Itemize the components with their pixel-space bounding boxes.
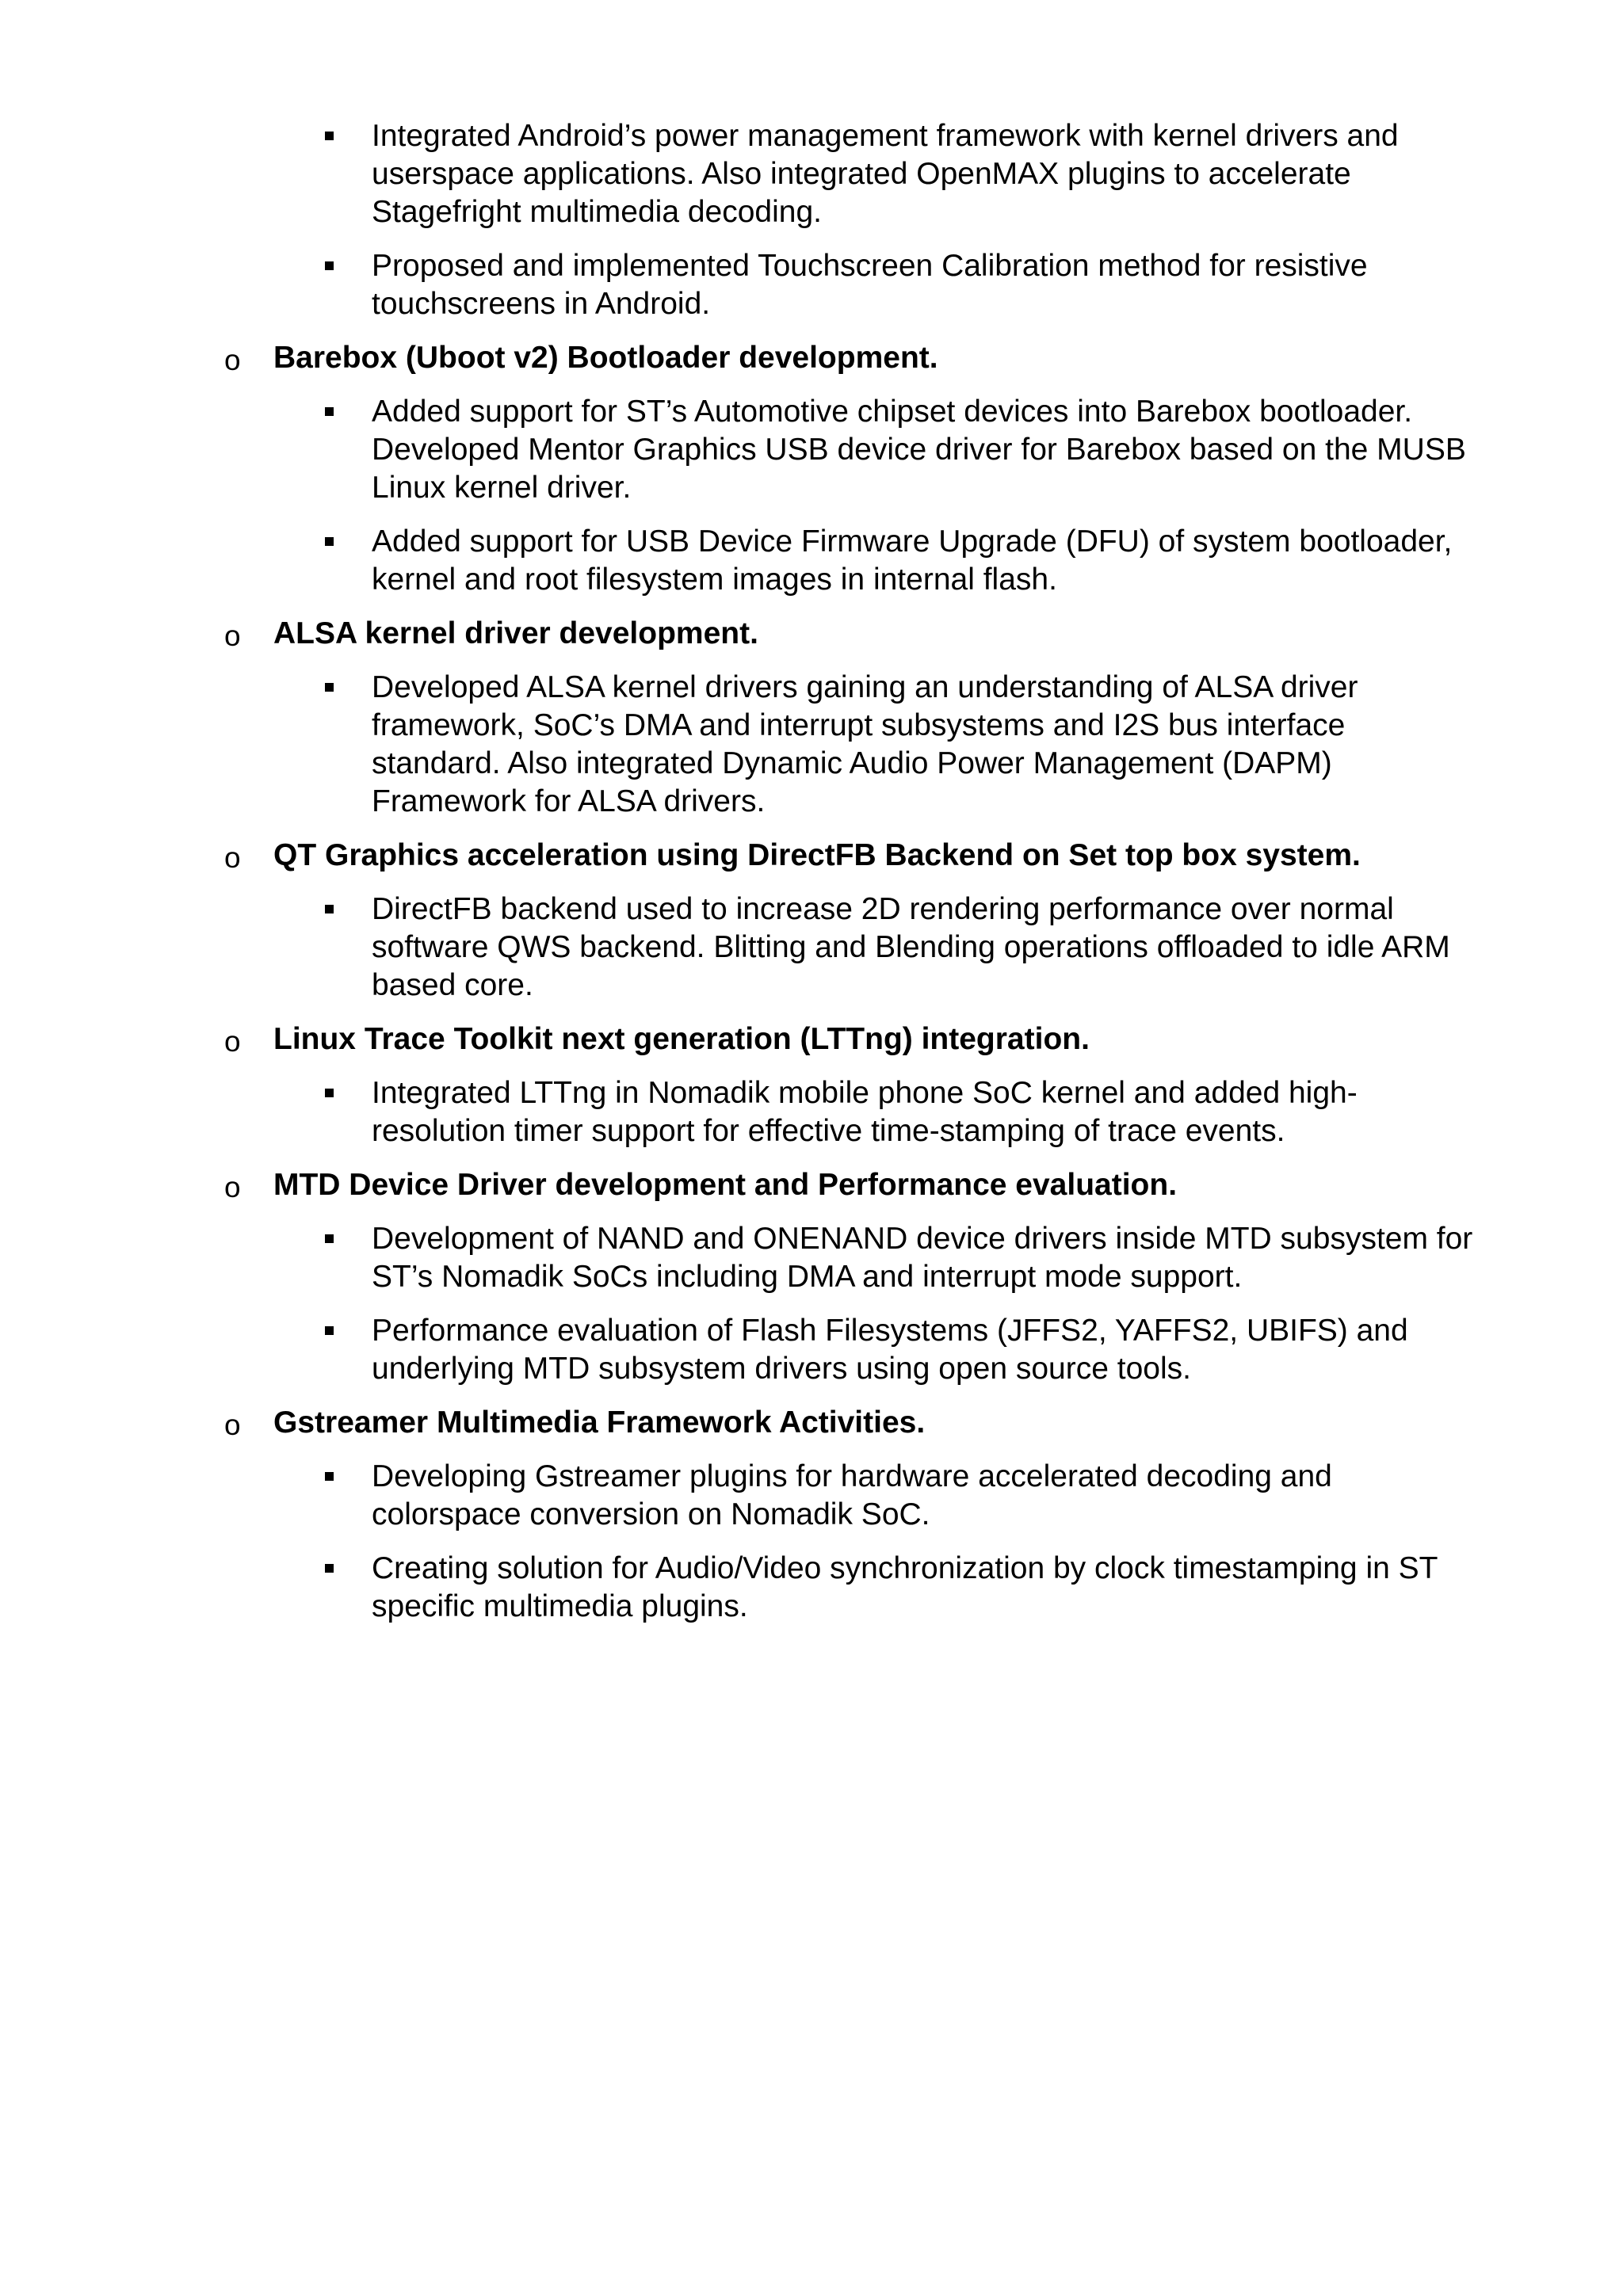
text-line: Developed Mentor Graphics USB device driver for Barebox based on the MUSB bbox=[372, 433, 1466, 467]
section-heading bbox=[0, 1020, 1623, 1058]
square-bullet-icon bbox=[325, 132, 334, 140]
section-title: Barebox (Uboot v2) Bootloader development. bbox=[273, 341, 938, 375]
circle-bullet-icon: o bbox=[224, 1409, 241, 1441]
bullet-item bbox=[0, 1074, 1623, 1150]
section-title: QT Graphics acceleration using DirectFB Backend on Set top box system. bbox=[273, 838, 1361, 872]
square-bullet-icon bbox=[325, 407, 334, 416]
text-line: specific multimedia plugins. bbox=[372, 1589, 748, 1623]
section-group bbox=[0, 1404, 1623, 1626]
section-group bbox=[0, 837, 1623, 1005]
text-line: colorspace conversion on Nomadik SoC. bbox=[372, 1497, 930, 1531]
text-line: DirectFB backend used to increase 2D rendering performance over normal bbox=[372, 892, 1394, 926]
text-line: Added support for USB Device Firmware Upgrade (DFU) of system bootloader, bbox=[372, 524, 1453, 559]
section-heading bbox=[0, 1166, 1623, 1204]
text-line: Stagefright multimedia decoding. bbox=[372, 195, 822, 229]
square-bullet-icon bbox=[325, 537, 334, 546]
text-line: Framework for ALSA drivers. bbox=[372, 784, 766, 818]
circle-bullet-icon: o bbox=[224, 344, 241, 376]
square-bullet-icon bbox=[325, 683, 334, 692]
text-line: Linux kernel driver. bbox=[372, 471, 632, 505]
circle-bullet-icon: o bbox=[224, 1171, 241, 1203]
section-title: Linux Trace Toolkit next generation (LTTng) integration. bbox=[273, 1022, 1090, 1056]
circle-bullet-icon: o bbox=[224, 1025, 241, 1058]
section-group bbox=[0, 339, 1623, 599]
bullet-item bbox=[0, 117, 1623, 231]
text-line: Creating solution for Audio/Video synchronization by clock timestamping in ST bbox=[372, 1551, 1438, 1585]
text-line: based core. bbox=[372, 968, 533, 1002]
text-line: standard. Also integrated Dynamic Audio Power Management (DAPM) bbox=[372, 746, 1332, 780]
bullet-item bbox=[0, 393, 1623, 507]
text-line: Integrated Android’s power management framework with kernel drivers and bbox=[372, 119, 1399, 153]
text-line: Development of NAND and ONENAND device drivers inside MTD subsystem for bbox=[372, 1222, 1473, 1256]
square-bullet-icon bbox=[325, 1472, 334, 1481]
bullet-item bbox=[0, 669, 1623, 821]
bullet-item bbox=[0, 1458, 1623, 1534]
square-bullet-icon bbox=[325, 1234, 334, 1243]
text-line: ST’s Nomadik SoCs including DMA and interrupt mode support. bbox=[372, 1260, 1243, 1294]
circle-bullet-icon: o bbox=[224, 620, 241, 652]
text-line: software QWS backend. Blitting and Blending operations offloaded to idle ARM bbox=[372, 930, 1450, 964]
section-heading bbox=[0, 1404, 1623, 1442]
text-line: Performance evaluation of Flash Filesystems (JFFS2, YAFFS2, UBIFS) and bbox=[372, 1314, 1408, 1348]
section-group bbox=[0, 615, 1623, 821]
section-title: Gstreamer Multimedia Framework Activities. bbox=[273, 1405, 926, 1440]
section-heading bbox=[0, 339, 1623, 377]
section-heading bbox=[0, 615, 1623, 653]
text-line: resolution timer support for effective time-stamping of trace events. bbox=[372, 1114, 1285, 1148]
text-line: userspace applications. Also integrated OpenMAX plugins to accelerate bbox=[372, 157, 1351, 191]
section-group bbox=[0, 1166, 1623, 1388]
circle-bullet-icon: o bbox=[224, 841, 241, 874]
text-line: touchscreens in Android. bbox=[372, 287, 711, 321]
text-line: Added support for ST’s Automotive chipset devices into Barebox bootloader. bbox=[372, 395, 1413, 429]
text-line: Proposed and implemented Touchscreen Calibration method for resistive bbox=[372, 249, 1368, 283]
square-bullet-icon bbox=[325, 905, 334, 913]
text-line: Developed ALSA kernel drivers gaining an understanding of ALSA driver bbox=[372, 670, 1358, 704]
bullet-item bbox=[0, 1312, 1623, 1388]
text-line: kernel and root filesystem images in internal flash. bbox=[372, 563, 1057, 597]
section-title: ALSA kernel driver development. bbox=[273, 616, 758, 650]
square-bullet-icon bbox=[325, 1326, 334, 1335]
section-group bbox=[0, 1020, 1623, 1150]
square-bullet-icon bbox=[325, 1089, 334, 1097]
square-bullet-icon bbox=[325, 1564, 334, 1573]
text-line: underlying MTD subsystem drivers using open source tools. bbox=[372, 1352, 1191, 1386]
bullet-item bbox=[0, 523, 1623, 599]
text-line: framework, SoC’s DMA and interrupt subsystems and I2S bus interface bbox=[372, 708, 1346, 742]
text-line: Developing Gstreamer plugins for hardware accelerated decoding and bbox=[372, 1459, 1332, 1493]
section-title: MTD Device Driver development and Performance evaluation. bbox=[273, 1168, 1178, 1202]
section-heading bbox=[0, 837, 1623, 875]
bullet-item bbox=[0, 1220, 1623, 1296]
text-line: Integrated LTTng in Nomadik mobile phone SoC kernel and added high- bbox=[372, 1076, 1358, 1110]
bullet-item bbox=[0, 1550, 1623, 1626]
bullet-item bbox=[0, 891, 1623, 1005]
square-bullet-icon bbox=[325, 261, 334, 270]
bullet-item bbox=[0, 247, 1623, 323]
